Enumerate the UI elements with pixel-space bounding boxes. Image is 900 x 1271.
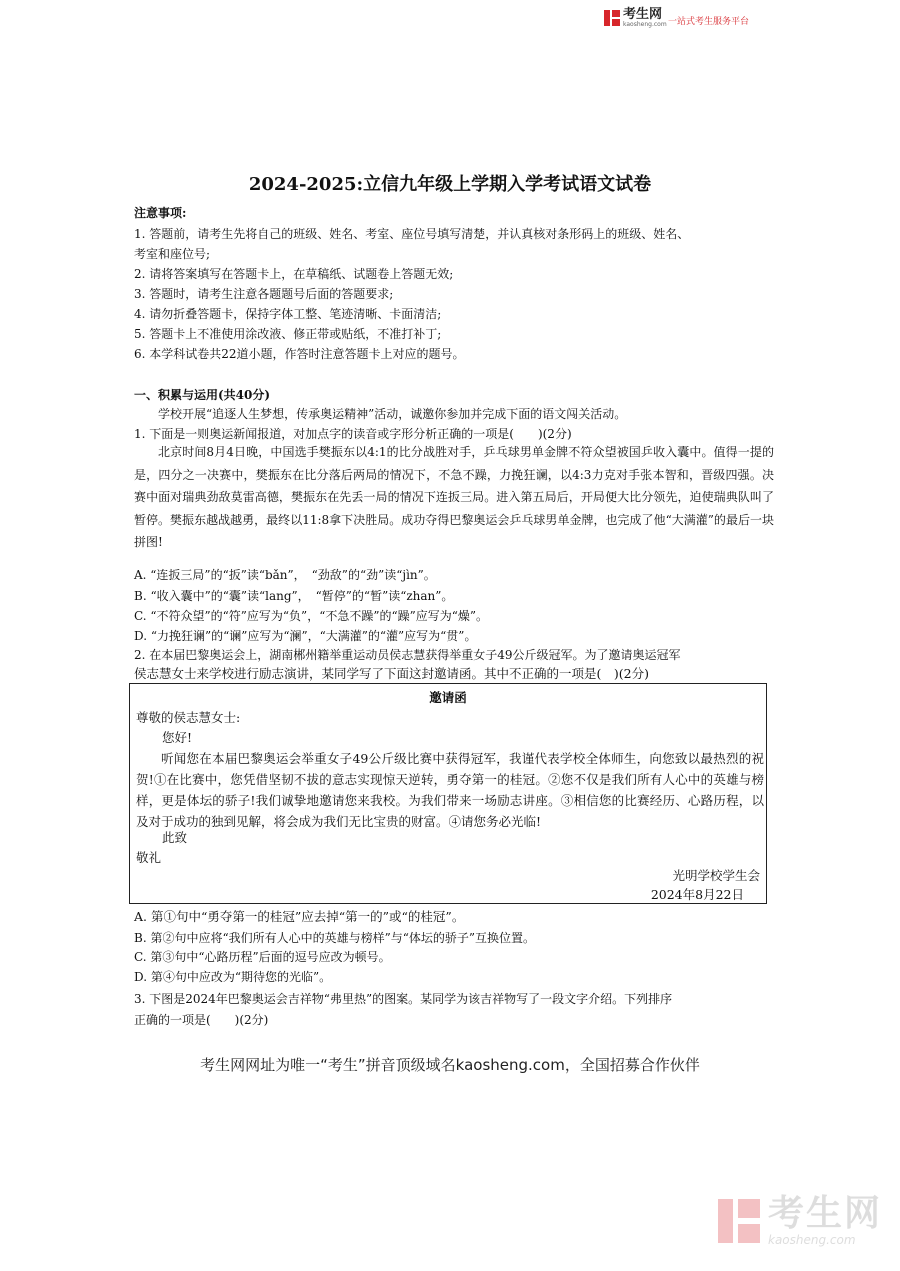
question-2-option-a: A. 第①句中“勇夺第一的桂冠”应去掉“第一的”或“的桂冠”。 xyxy=(134,909,465,924)
question-2-stem: 侯志慧女士来学校进行励志演讲，某同学写了下面这封邀请函。其中不正确的一项是( )(2分) xyxy=(134,666,649,681)
invitation-letter-box xyxy=(129,683,767,904)
question-1-passage: 北京时间8月4日晚，中国选手樊振东以4:1的比分战胜对手，乒乓球男单金牌不符众望被国乒收入囊中。值得一提的是，四分之一决赛中，樊振东在比分落后两局的情况下，不急不躁，力挽狂谰，以4:3力克对手张本智和，晋级四强。决赛中面对瑞典劲敌莫雷高德，樊振东在先丢一局的情况下连扳三局。进入第五局后，开局便大比分领先，迫使瑞典队叫了暂停。樊振东越战越勇，最终以11:8拿下决胜局。成功夺得巴黎奥运会乒乓球男单金牌，也完成了他“大满灌”的最后一块拼图! xyxy=(134,445,774,550)
logo-cn: 考生网 xyxy=(623,7,663,22)
letter-closing-1: 此致 xyxy=(162,830,188,845)
notice-item: 6. 本学科试卷共22道小题，作答时注意答题卡上对应的题号。 xyxy=(134,347,465,361)
notice-item: 考室和座位号; xyxy=(134,247,211,261)
question-2-option-b: B. 第②句中应将“我们所有人心中的英雄与榜样”与“体坛的骄子”互换位置。 xyxy=(134,931,535,945)
question-1-option-a: A. “连扳三局”的“扳”读“bǎn”， “劲敌”的“劲”读“jìn”。 xyxy=(134,568,436,582)
notice-item: 4. 请勿折叠答题卡，保持字体工整、笔迹清晰、卡面清洁; xyxy=(134,307,442,321)
letter-date: 2024年8月22日 xyxy=(650,887,744,902)
question-1-stem: 1. 下面是一则奥运新闻报道，对加点字的读音或字形分析正确的一项是( )(2分) xyxy=(134,427,572,441)
letter-body: 听闻您在本届巴黎奥运会举重女子49公斤级比赛中获得冠军，我谨代表学校全体师生，向您致以最热烈的祝贺!①在比赛中，您凭借坚韧不拔的意志实现惊天逆转，勇夺第一的桂冠。②您不仅是我们所有人心中的英雄与榜样，更是体坛的骄子!我们诚挚地邀请您来我校。为我们带来一场励志讲座。③相信您的比赛经历、心路历程，以及对于成功的独到见解，将会成为我们无比宝贵的财富。④请您务必光临! xyxy=(136,751,764,829)
question-3-stem: 正确的一项是( )(2分) xyxy=(134,1013,269,1027)
section-intro: 学校开展“追逐人生梦想，传承奥运精神”活动，诚邀你参加并完成下面的语文闯关活动。 xyxy=(158,407,627,421)
notice-item: 5. 答题卡上不准使用涂改液、修正带或贴纸，不准打补丁; xyxy=(134,327,442,341)
notice-item: 1. 答题前，请考生先将自己的班级、姓名、考室、座位号填写清楚，并认真核对条形码上的班级、姓名、 xyxy=(134,227,690,241)
letter-signature: 光明学校学生会 xyxy=(672,868,760,883)
letter-salutation: 尊敬的侯志慧女士: xyxy=(136,710,241,725)
notice-item: 3. 答题时，请考生注意各题题号后面的答题要求; xyxy=(134,287,394,301)
letter-greeting: 您好! xyxy=(162,730,193,745)
question-1-option-b: B. “收入囊中”的“囊”读“lang”， “暂停”的“暂”读“zhan”。 xyxy=(134,589,454,603)
question-1-option-d: D. “力挽狂谰”的“谰”应写为“澜”，“大满灌”的“灌”应写为“贯”。 xyxy=(134,629,477,643)
watermark-cn: 考生网 xyxy=(768,1193,883,1234)
exam-title: 2024-2025:立信九年级上学期入学考试语文试卷 xyxy=(248,174,652,195)
question-2-stem: 2. 在本届巴黎奥运会上，湖南郴州籍举重运动员侯志慧获得举重女子49公斤级冠军。为了邀请奥运冠军 xyxy=(134,648,681,662)
section-heading: 一、积累与运用(共40分) xyxy=(134,388,271,402)
question-3-stem: 3. 下图是2024年巴黎奥运会吉祥物“弗里热”的图案。某同学为该吉祥物写了一段文字介绍。下列排序 xyxy=(134,992,673,1006)
kaosheng-logo-icon xyxy=(604,10,620,26)
notice-item: 2. 请将答案填写在答题卡上，在草稿纸、试题卷上答题无效; xyxy=(134,267,454,281)
watermark-en: kaosheng.com xyxy=(768,1233,856,1247)
watermark xyxy=(718,1193,883,1247)
header-slogan: 一站式考生服务平台 xyxy=(668,17,750,27)
logo-en: kaosheng.com xyxy=(623,21,667,28)
notice-heading: 注意事项: xyxy=(134,206,187,220)
question-2-option-c: C. 第③句中“心路历程”后面的逗号应改为顿号。 xyxy=(134,950,391,964)
question-1-option-c: C. “不符众望”的“符”应写为“负”，“不急不躁”的“躁”应写为“燥”。 xyxy=(134,609,489,623)
letter-closing-2: 敬礼 xyxy=(136,850,162,865)
question-2-option-d: D. 第④句中应改为“期待您的光临”。 xyxy=(134,970,332,984)
header-logo xyxy=(604,8,667,28)
letter-title: 邀请函 xyxy=(429,690,467,705)
watermark-logo-icon xyxy=(718,1199,760,1243)
footer-url-text: 考生网网址为唯一“考生”拼音顶级域名kaosheng.com，全国招募合作伙伴 xyxy=(200,1056,700,1074)
